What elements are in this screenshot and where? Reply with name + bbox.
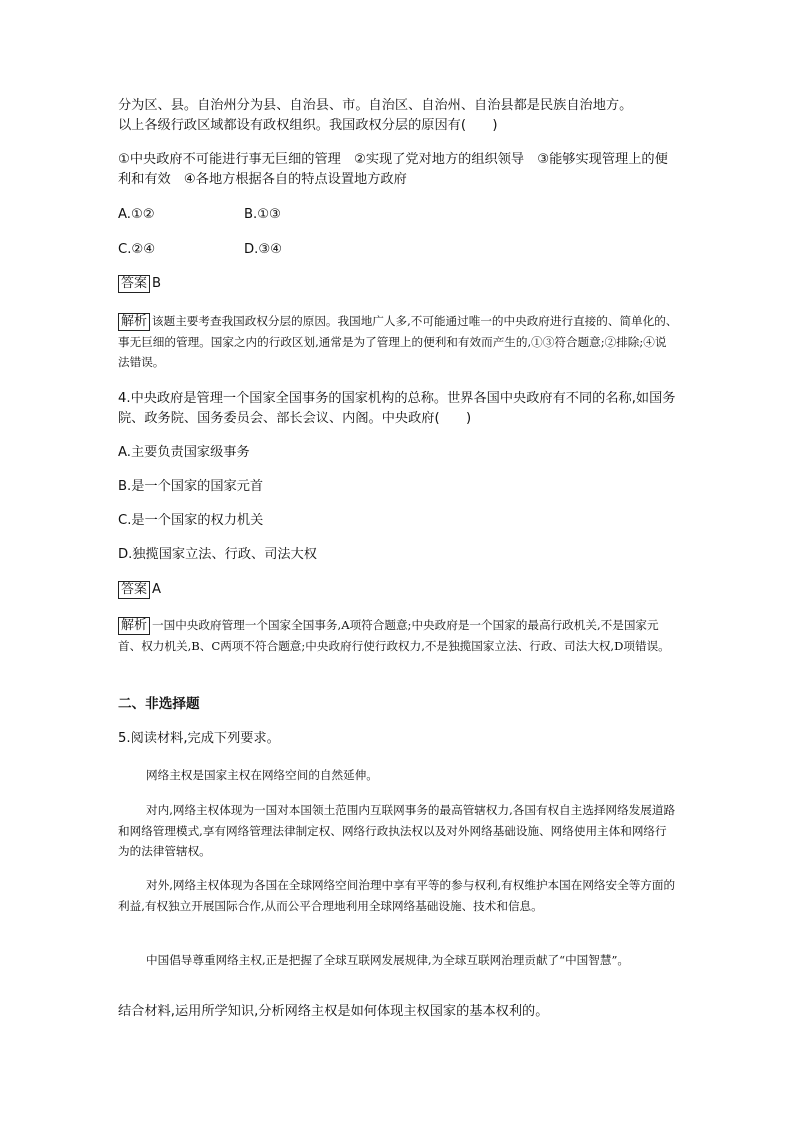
q4-stem: 4.中央政府是管理一个国家全国事务的国家机构的总称。世界各国中央政府有不同的名称,如国务院、政务院、国务委员会、部长会议、内阁。中央政府( ): [118, 391, 676, 426]
answer-tag: 答案: [118, 275, 150, 293]
q4-option-a: A.主要负责国家级事务: [118, 445, 250, 460]
q3-analysis-text: 该题主要考查我国政权分层的原因。我国地广人多,不可能通过唯一的中央政府进行直接的、简单化的、事无巨细的管理。国家之内的行政区划,通常是为了管理上的便利和有效而产生的,①③符合题意;②排除;④说法错误。: [118, 314, 678, 369]
q3-option-b: B.①③: [244, 207, 281, 222]
q4-answer: [118, 580, 678, 600]
q4-option-b: B.是一个国家的国家元首: [118, 479, 264, 494]
q5-material-1: 网络主权是国家主权在网络空间的自然延伸。: [146, 768, 378, 782]
q4-option-d: D.独揽国家立法、行政、司法大权: [118, 547, 317, 562]
q3-option-c: C.②④: [118, 242, 156, 257]
q4-option-c: C.是一个国家的权力机关: [118, 513, 264, 528]
q5-question: 结合材料,运用所学知识,分析网络主权是如何体现主权国家的基本权利的。: [118, 1004, 549, 1019]
q4-answer-value: A: [152, 582, 162, 597]
q3-stem-line2: 以上各级行政区域都设有政权组织。我国政权分层的原因有( ): [118, 118, 498, 133]
q3-answer-value: B: [152, 276, 162, 291]
q5-material-4: 中国倡导尊重网络主权,正是把握了全球互联网发展规律,为全球互联网治理贡献了“中国智慧”。: [146, 953, 629, 967]
analysis-tag: 解析: [118, 617, 150, 635]
q3-analysis: [118, 311, 678, 373]
q5-material-2: 对内,网络主权体现为一国对本国领土范围内互联网事务的最高管辖权力,各国有权自主选择网络发展道路和网络管理模式,享有网络管理法律制定权、网络行政执法权以及对外网络基础设施、网络使用主体和网络行为的法律管辖权。: [118, 803, 676, 858]
answer-tag: 答案: [118, 581, 150, 599]
analysis-tag: 解析: [118, 313, 150, 331]
q3-answer: [118, 274, 678, 294]
q4-analysis: [118, 615, 678, 656]
q3-items: ①中央政府不可能进行事无巨细的管理 ②实现了党对地方的组织领导 ③能够实现管理上的便利和有效 ④各地方根据各自的特点设置地方政府: [118, 152, 668, 187]
q5-material-3: 对外,网络主权体现为各国在全球网络空间治理中享有平等的参与权利,有权维护本国在网络安全等方面的利益,有权独立开展国际合作,从而公平合理地利用全球网络基础设施、技术和信息。: [118, 878, 676, 913]
q5-stem: 5.阅读材料,完成下列要求。: [118, 731, 280, 746]
q3-option-a: A.①②: [118, 207, 155, 222]
q3-option-d: D.③④: [244, 242, 282, 257]
q3-stem-line1: 分为区、县。自治州分为县、自治县、市。自治区、自治州、自治县都是民族自治地方。: [118, 98, 633, 113]
section-title: 二、非选择题: [118, 696, 200, 712]
q4-analysis-text: 一国中央政府管理一个国家全国事务,A项符合题意;中央政府是一个国家的最高行政机关,不是国家元首、权力机关,B、C两项不符合题意;中央政府行使行政权力,不是独揽国家立法、行政、司法大权,D项错误。: [118, 618, 670, 653]
